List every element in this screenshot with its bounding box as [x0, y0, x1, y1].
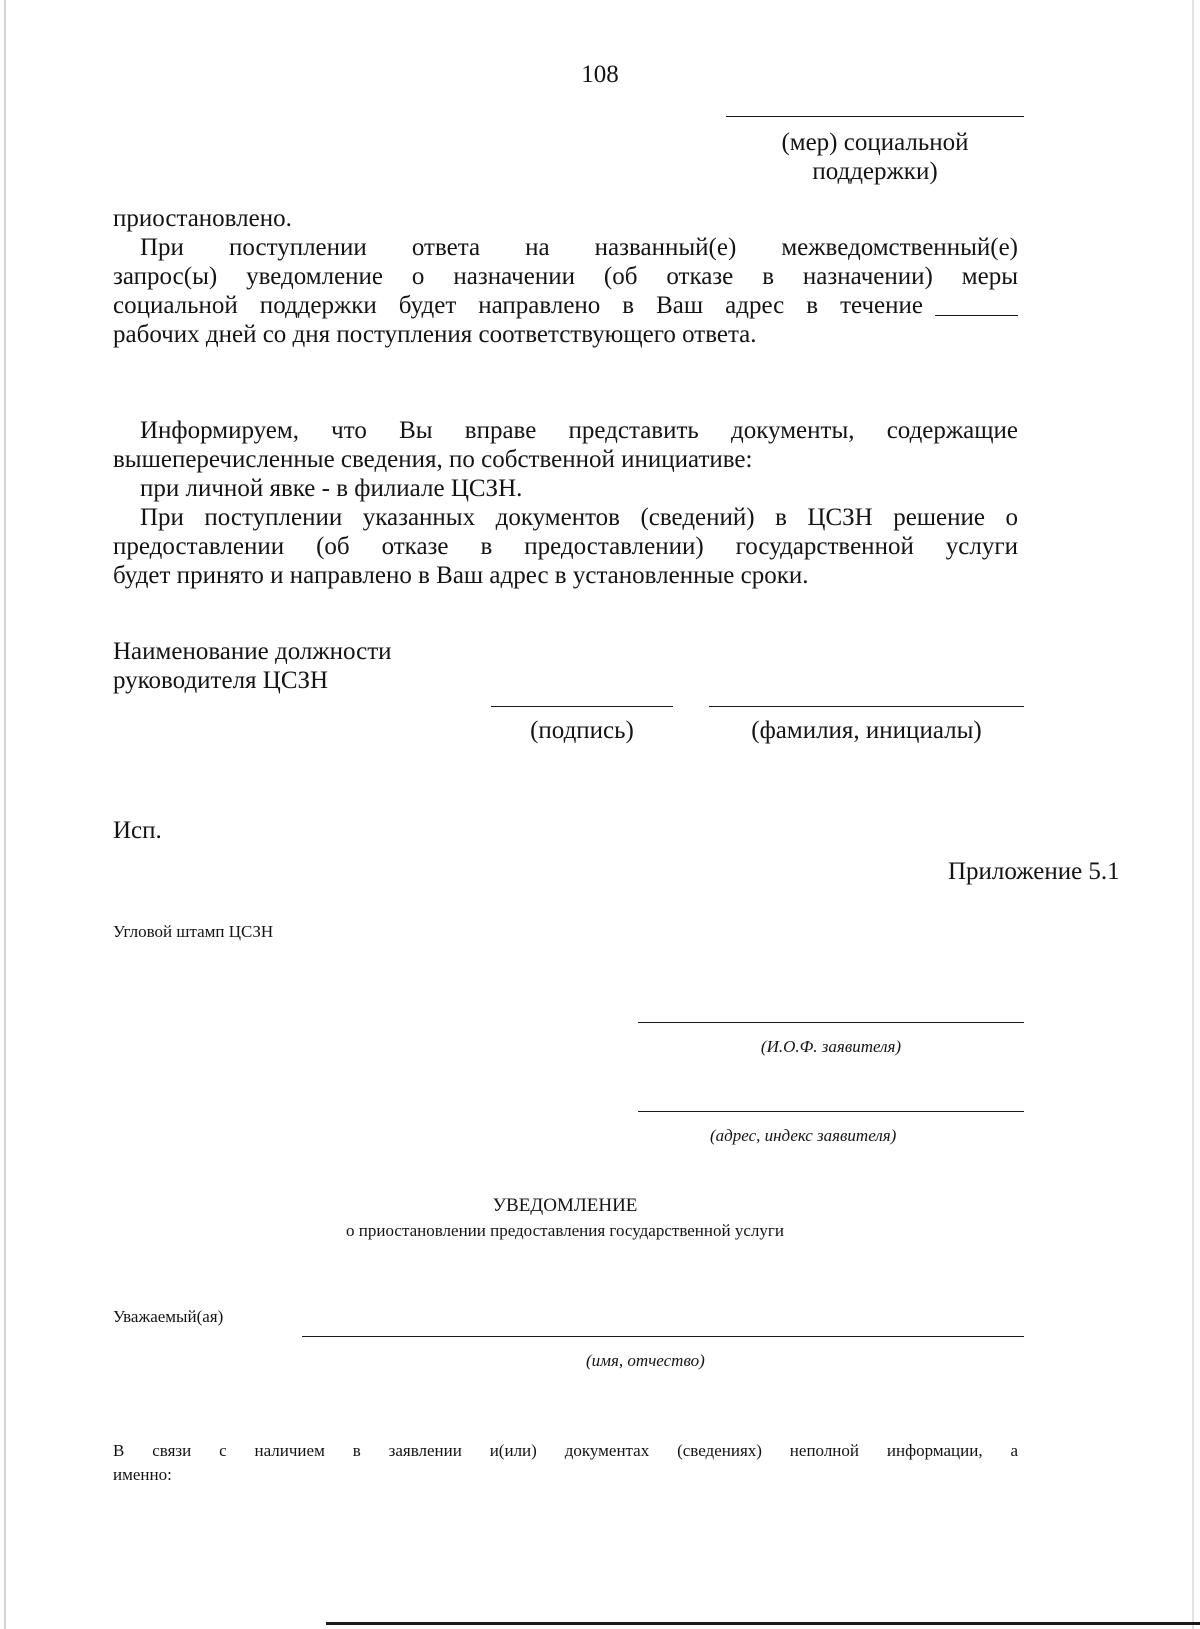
bottom-edge-line	[326, 1622, 1200, 1625]
paragraph1-line3: запрос(ы) уведомление о назначении (об отказе в назначении) меры	[113, 263, 1018, 290]
paragraph2-line4: При поступлении указанных документов (сведений) в ЦСЗН решение о	[140, 504, 1018, 531]
paragraph1-line5: рабочих дней со дня поступления соответствующего ответа.	[113, 321, 757, 348]
closing-text-line1: В связи с наличием в заявлении и(или) документах (сведениях) неполной информации, а	[113, 1441, 1018, 1460]
notice-title: УВЕДОМЛЕНИЕ	[492, 1195, 638, 1216]
signature-line	[491, 706, 673, 707]
paragraph2-line1: Информируем, что Вы вправе представить документы, содержащие	[140, 417, 1018, 444]
paragraph2-line2: вышеперечисленные сведения, по собственной инициативе:	[113, 446, 753, 473]
greeting-caption: (имя, отчество)	[586, 1351, 705, 1370]
paragraph2-line6: будет принято и направлено в Ваш адрес в установленные сроки.	[113, 562, 809, 589]
top-signature-line	[726, 116, 1024, 117]
recipient-name-caption: (И.О.Ф. заявителя)	[760, 1037, 902, 1056]
paragraph2-line3: при личной явке - в филиале ЦСЗН.	[140, 475, 523, 502]
scan-edge-right	[1192, 0, 1194, 1629]
page-number: 108	[581, 61, 619, 88]
greeting-label: Уважаемый(ая)	[113, 1307, 224, 1326]
corner-stamp-label: Угловой штамп ЦСЗН	[113, 922, 274, 941]
top-signature-caption-line1: (мер) социальной	[781, 129, 969, 156]
closing-text-line2: именно:	[113, 1465, 172, 1484]
paragraph1-line4: социальной поддержки будет направлено в Ваш адрес в течение	[113, 292, 923, 319]
position-title-line2: руководителя ЦСЗН	[113, 667, 329, 694]
paragraph2-line5: предоставлении (об отказе в предоставлении) государственной услуги	[113, 533, 1018, 560]
paragraph1-line2: При поступлении ответа на названный(е) межведомственный(е)	[140, 234, 1018, 261]
executor-label: Исп.	[113, 817, 162, 844]
greeting-name-line	[302, 1336, 1024, 1337]
recipient-address-caption: (адрес, индекс заявителя)	[710, 1126, 897, 1145]
notice-subtitle: о приостановлении предоставления государственной услуги	[346, 1221, 784, 1240]
appendix-label: Приложение 5.1	[948, 858, 1120, 885]
position-title-line1: Наименование должности	[113, 638, 392, 665]
top-signature-caption-line2: поддержки)	[812, 158, 938, 185]
scan-edge-left	[4, 0, 6, 1629]
recipient-address-line	[638, 1111, 1024, 1112]
days-blank-line	[935, 315, 1018, 316]
paragraph1-line1: приостановлено.	[113, 205, 292, 232]
recipient-name-line	[638, 1022, 1024, 1023]
signature-caption: (подпись)	[530, 717, 634, 744]
name-caption: (фамилия, инициалы)	[751, 717, 982, 744]
name-line	[709, 706, 1024, 707]
